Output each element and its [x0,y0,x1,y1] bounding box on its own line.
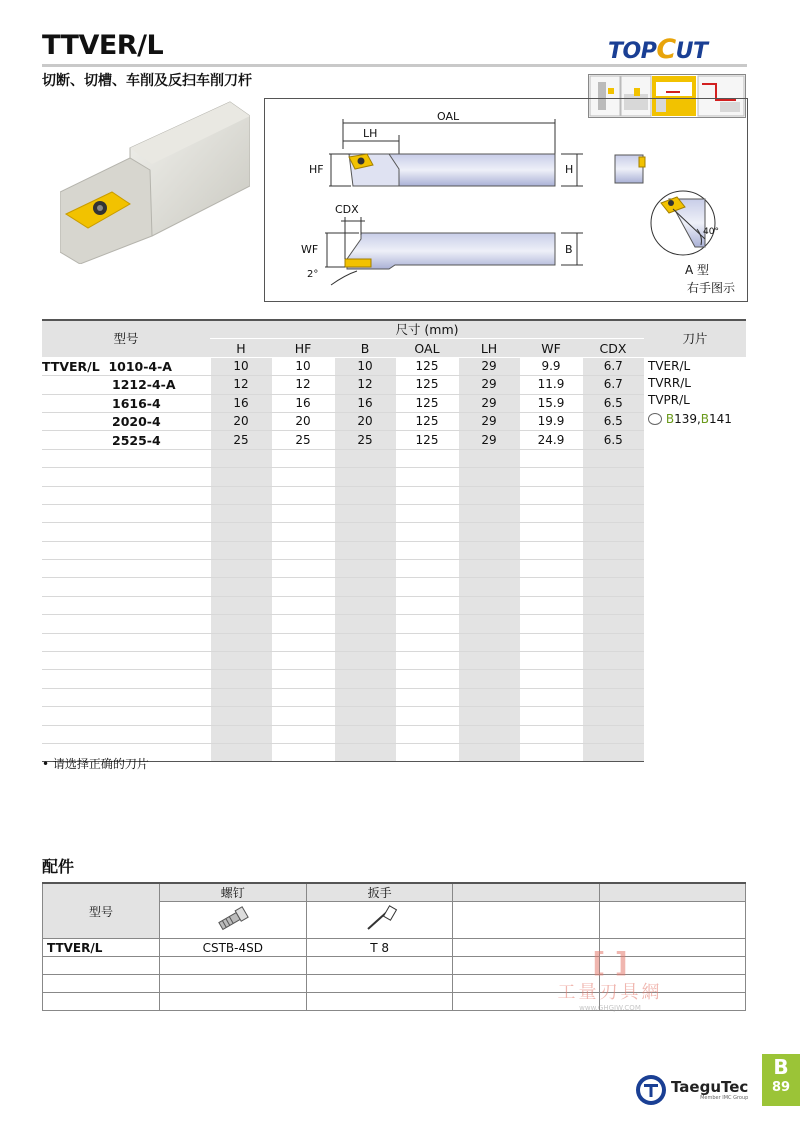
empty-cell [334,652,396,670]
empty-cell [272,670,334,688]
model-code: 1212-4-A [42,376,210,394]
header-b: B [334,339,396,357]
empty-row [42,449,746,467]
empty-cell [334,725,396,743]
empty-cell [42,504,210,522]
cell-h: 20 [210,412,272,430]
empty-cell [396,449,458,467]
empty-cell [334,688,396,706]
empty-row [42,560,746,578]
empty-cell [272,652,334,670]
empty-cell [272,523,334,541]
cell-oal: 125 [396,412,458,430]
ref-page-2: 141 [709,411,732,426]
empty-cell [210,596,272,614]
magnifier-icon [648,413,662,425]
cell-b: 12 [334,376,396,394]
empty-row [42,707,746,725]
header-wf: WF [520,339,582,357]
empty-cell [582,541,644,559]
acc-empty-cell [159,957,306,975]
spec-table [42,319,746,762]
acc-empty-cell [159,993,306,1011]
cell-lh: 29 [458,376,520,394]
empty-cell [520,707,582,725]
header-insert: 刀片 [644,320,746,357]
empty-cell [582,725,644,743]
empty-cell [42,468,210,486]
empty-cell [520,633,582,651]
wrench-image-cell [306,902,453,939]
empty-cell [582,486,644,504]
empty-cell [396,523,458,541]
label-right-hand: 右手图示 [687,281,736,295]
acc-header-wrench: 扳手 [306,883,453,902]
topcut-logo [608,34,708,65]
empty-cell [210,670,272,688]
header-model: 型号 [42,320,210,357]
acc-header-empty-2 [600,883,746,902]
cell-lh: 29 [458,412,520,430]
empty-cell [458,596,520,614]
empty-cell [272,596,334,614]
cell-b: 20 [334,412,396,430]
empty-cell [272,725,334,743]
empty-cell [582,523,644,541]
watermark-url: www.GHGJW.COM [579,1004,641,1012]
empty-row [42,523,746,541]
empty-cell [210,707,272,725]
empty-row [42,578,746,596]
empty-cell [210,541,272,559]
empty-cell [334,449,396,467]
acc-empty-cell [43,975,160,993]
acc-header-model: 型号 [43,883,160,939]
empty-cell [396,486,458,504]
cell-oal: 125 [396,431,458,449]
empty-cell [520,523,582,541]
cell-hf: 16 [272,394,334,412]
empty-cell [334,615,396,633]
cell-hf: 10 [272,357,334,375]
taegutec-logo-icon [635,1074,667,1106]
empty-cell [210,486,272,504]
label-h: H [565,163,574,176]
acc-model: TTVER/L [43,939,160,957]
wrench-icon [360,905,400,933]
cell-oal: 125 [396,394,458,412]
cell-b: 16 [334,394,396,412]
insert-tvpr: TVPR/L [648,392,690,407]
empty-cell [396,688,458,706]
empty-cell [520,615,582,633]
brand-c: C [656,34,676,65]
empty-row [42,541,746,559]
page-title: TTVER/L [42,30,164,61]
cell-cdx: 6.7 [582,357,644,375]
empty-row [42,596,746,614]
logo-text: TaeguTec [671,1078,749,1096]
empty-cell [272,486,334,504]
empty-cell [210,743,272,761]
page-subtitle: 切断、切槽、车削及反扫车削刀杆 [42,73,252,89]
tool-holder-image [60,96,250,264]
empty-cell [334,670,396,688]
empty-cell [458,652,520,670]
empty-cell [42,670,210,688]
watermark [540,948,680,1018]
empty-row [42,670,746,688]
empty-cell [520,578,582,596]
empty-cell [334,523,396,541]
empty-cell [396,707,458,725]
empty-cell [396,468,458,486]
empty-cell [582,743,644,761]
empty-cell [582,633,644,651]
empty-cell [42,707,210,725]
empty-cell [458,523,520,541]
empty-cell [582,449,644,467]
empty-cell [396,652,458,670]
empty-cell [210,615,272,633]
empty-cell [520,541,582,559]
empty-cell [210,504,272,522]
label-wf: WF [301,243,319,256]
section-letter: B [773,1055,789,1079]
insert-note: • 请选择正确的刀片 [42,757,149,771]
empty-cell [396,504,458,522]
cell-oal: 125 [396,376,458,394]
empty-row [42,725,746,743]
header-lh: LH [458,339,520,357]
table-row [42,431,746,449]
ref-letter-1: B [665,411,675,426]
empty-cell [334,560,396,578]
empty-cell [396,670,458,688]
empty-cell [334,541,396,559]
empty-cell [520,486,582,504]
acc-empty-cell [306,975,453,993]
empty-cell [396,633,458,651]
acc-empty-cell [43,957,160,975]
empty-cell [520,560,582,578]
empty-cell [458,615,520,633]
label-cdx: CDX [335,203,359,216]
cell-lh: 29 [458,431,520,449]
empty-cell [582,560,644,578]
model-code: 1010-4-A [108,358,172,374]
empty-cell [458,725,520,743]
accessories-title: 配件 [42,857,75,876]
label-angle-2: 2° [307,269,319,280]
cell-b: 10 [334,357,396,375]
cell-cdx: 6.5 [582,412,644,430]
empty-cell [396,725,458,743]
empty-cell [396,541,458,559]
empty-cell [272,578,334,596]
empty-cell [396,596,458,614]
model-cell [42,357,210,375]
label-b: B [565,243,573,256]
empty-cell [210,652,272,670]
empty-cell [334,596,396,614]
empty-cell [582,578,644,596]
empty-cell [458,743,520,761]
empty-cell [210,578,272,596]
empty-cell [210,468,272,486]
empty-cell [42,633,210,651]
table-row [42,376,746,394]
cell-wf: 24.9 [520,431,582,449]
model-code: 2020-4 [42,412,210,430]
empty-cell [458,707,520,725]
dimension-diagram [264,98,748,302]
cell-wf: 15.9 [520,394,582,412]
insert-tver: TVER/L [648,358,691,373]
acc-empty-cell [159,975,306,993]
empty-cell [582,688,644,706]
empty-cell [210,725,272,743]
acc-empty-cell [306,957,453,975]
empty-cell [458,449,520,467]
watermark-logo-icon: [ ] [592,946,628,979]
empty-cell [210,523,272,541]
acc-empty-cell [600,902,746,939]
empty-cell [520,743,582,761]
empty-cell [458,578,520,596]
empty-cell [520,652,582,670]
empty-row [42,688,746,706]
insert-cell [644,357,746,762]
header-dimensions: 尺寸 (mm) [210,320,644,339]
cell-h: 25 [210,431,272,449]
empty-row [42,633,746,651]
section-tab [762,1054,800,1106]
cell-wf: 19.9 [520,412,582,430]
empty-cell [272,560,334,578]
empty-cell [582,615,644,633]
empty-row [42,486,746,504]
empty-cell [520,596,582,614]
taegutec-logo [635,1074,748,1106]
empty-cell [42,486,210,504]
empty-cell [272,743,334,761]
empty-cell [520,449,582,467]
empty-cell [582,652,644,670]
empty-cell [272,449,334,467]
ref-letter-2: B [700,411,710,426]
label-angle-40: 40° [703,227,719,237]
empty-cell [42,560,210,578]
empty-cell [458,670,520,688]
empty-cell [396,578,458,596]
label-hf: HF [309,163,324,176]
label-type-a: A 型 [685,263,710,277]
empty-cell [396,615,458,633]
cell-hf: 25 [272,431,334,449]
empty-cell [458,560,520,578]
ref-page-1: 139 [674,411,697,426]
table-row [42,412,746,430]
empty-cell [458,688,520,706]
empty-cell [272,688,334,706]
acc-screw: CSTB-4SD [159,939,306,957]
empty-cell [334,743,396,761]
cell-h: 10 [210,357,272,375]
empty-cell [272,633,334,651]
acc-wrench: T 8 [306,939,453,957]
empty-cell [334,633,396,651]
empty-cell [42,449,210,467]
acc-empty-cell [306,993,453,1011]
cell-wf: 11.9 [520,376,582,394]
insert-tvrr: TVRR/L [648,375,691,390]
empty-row [42,652,746,670]
cell-lh: 29 [458,394,520,412]
empty-cell [458,504,520,522]
cell-wf: 9.9 [520,357,582,375]
empty-cell [582,670,644,688]
empty-cell [210,449,272,467]
empty-cell [458,486,520,504]
cell-oal: 125 [396,357,458,375]
insert-page-ref[interactable] [648,411,746,428]
empty-cell [42,725,210,743]
empty-row [42,468,746,486]
empty-cell [42,578,210,596]
header-cdx: CDX [582,339,644,357]
model-prefix: TTVER/L [42,358,100,374]
empty-cell [272,504,334,522]
cell-cdx: 6.5 [582,431,644,449]
acc-empty-cell [43,993,160,1011]
cell-h: 16 [210,394,272,412]
table-row [42,394,746,412]
empty-row [42,504,746,522]
acc-header-screw: 螺钉 [159,883,306,902]
empty-cell [272,541,334,559]
empty-cell [272,707,334,725]
table-row [42,357,746,375]
label-lh: LH [363,127,378,140]
empty-cell [582,596,644,614]
screw-image-cell [159,902,306,939]
empty-cell [42,615,210,633]
cell-b: 25 [334,431,396,449]
empty-cell [210,688,272,706]
model-code: 2525-4 [42,431,210,449]
cell-cdx: 6.7 [582,376,644,394]
empty-cell [210,560,272,578]
empty-cell [334,486,396,504]
empty-cell [334,578,396,596]
empty-cell [272,468,334,486]
acc-header-empty-1 [453,883,600,902]
acc-empty-cell [453,902,600,939]
empty-cell [582,707,644,725]
empty-cell [42,652,210,670]
empty-cell [210,633,272,651]
empty-cell [334,707,396,725]
empty-cell [42,688,210,706]
logo-subtext: Member IMC Group [700,1095,749,1101]
brand-left: TOP [608,39,657,64]
empty-cell [520,504,582,522]
empty-cell [334,504,396,522]
model-code: 1616-4 [42,394,210,412]
empty-cell [520,688,582,706]
cell-h: 12 [210,376,272,394]
empty-cell [42,541,210,559]
empty-cell [520,670,582,688]
page-number: 89 [771,1080,791,1095]
label-oal: OAL [437,110,460,123]
empty-cell [334,468,396,486]
empty-cell [42,523,210,541]
header-oal: OAL [396,339,458,357]
header-h: H [210,339,272,357]
cell-lh: 29 [458,357,520,375]
cell-cdx: 6.5 [582,394,644,412]
empty-cell [582,468,644,486]
empty-cell [458,541,520,559]
ref-separator: , [696,411,701,426]
watermark-text: 工量刃具網 [557,982,663,1003]
empty-cell [396,743,458,761]
cell-hf: 20 [272,412,334,430]
empty-cell [458,468,520,486]
empty-cell [520,725,582,743]
brand-right: UT [675,39,708,64]
empty-cell [458,633,520,651]
empty-cell [582,504,644,522]
header-hf: HF [272,339,334,357]
empty-cell [520,468,582,486]
cell-hf: 12 [272,376,334,394]
screw-icon [213,905,253,933]
empty-row [42,615,746,633]
empty-cell [272,615,334,633]
empty-cell [396,560,458,578]
empty-cell [42,596,210,614]
